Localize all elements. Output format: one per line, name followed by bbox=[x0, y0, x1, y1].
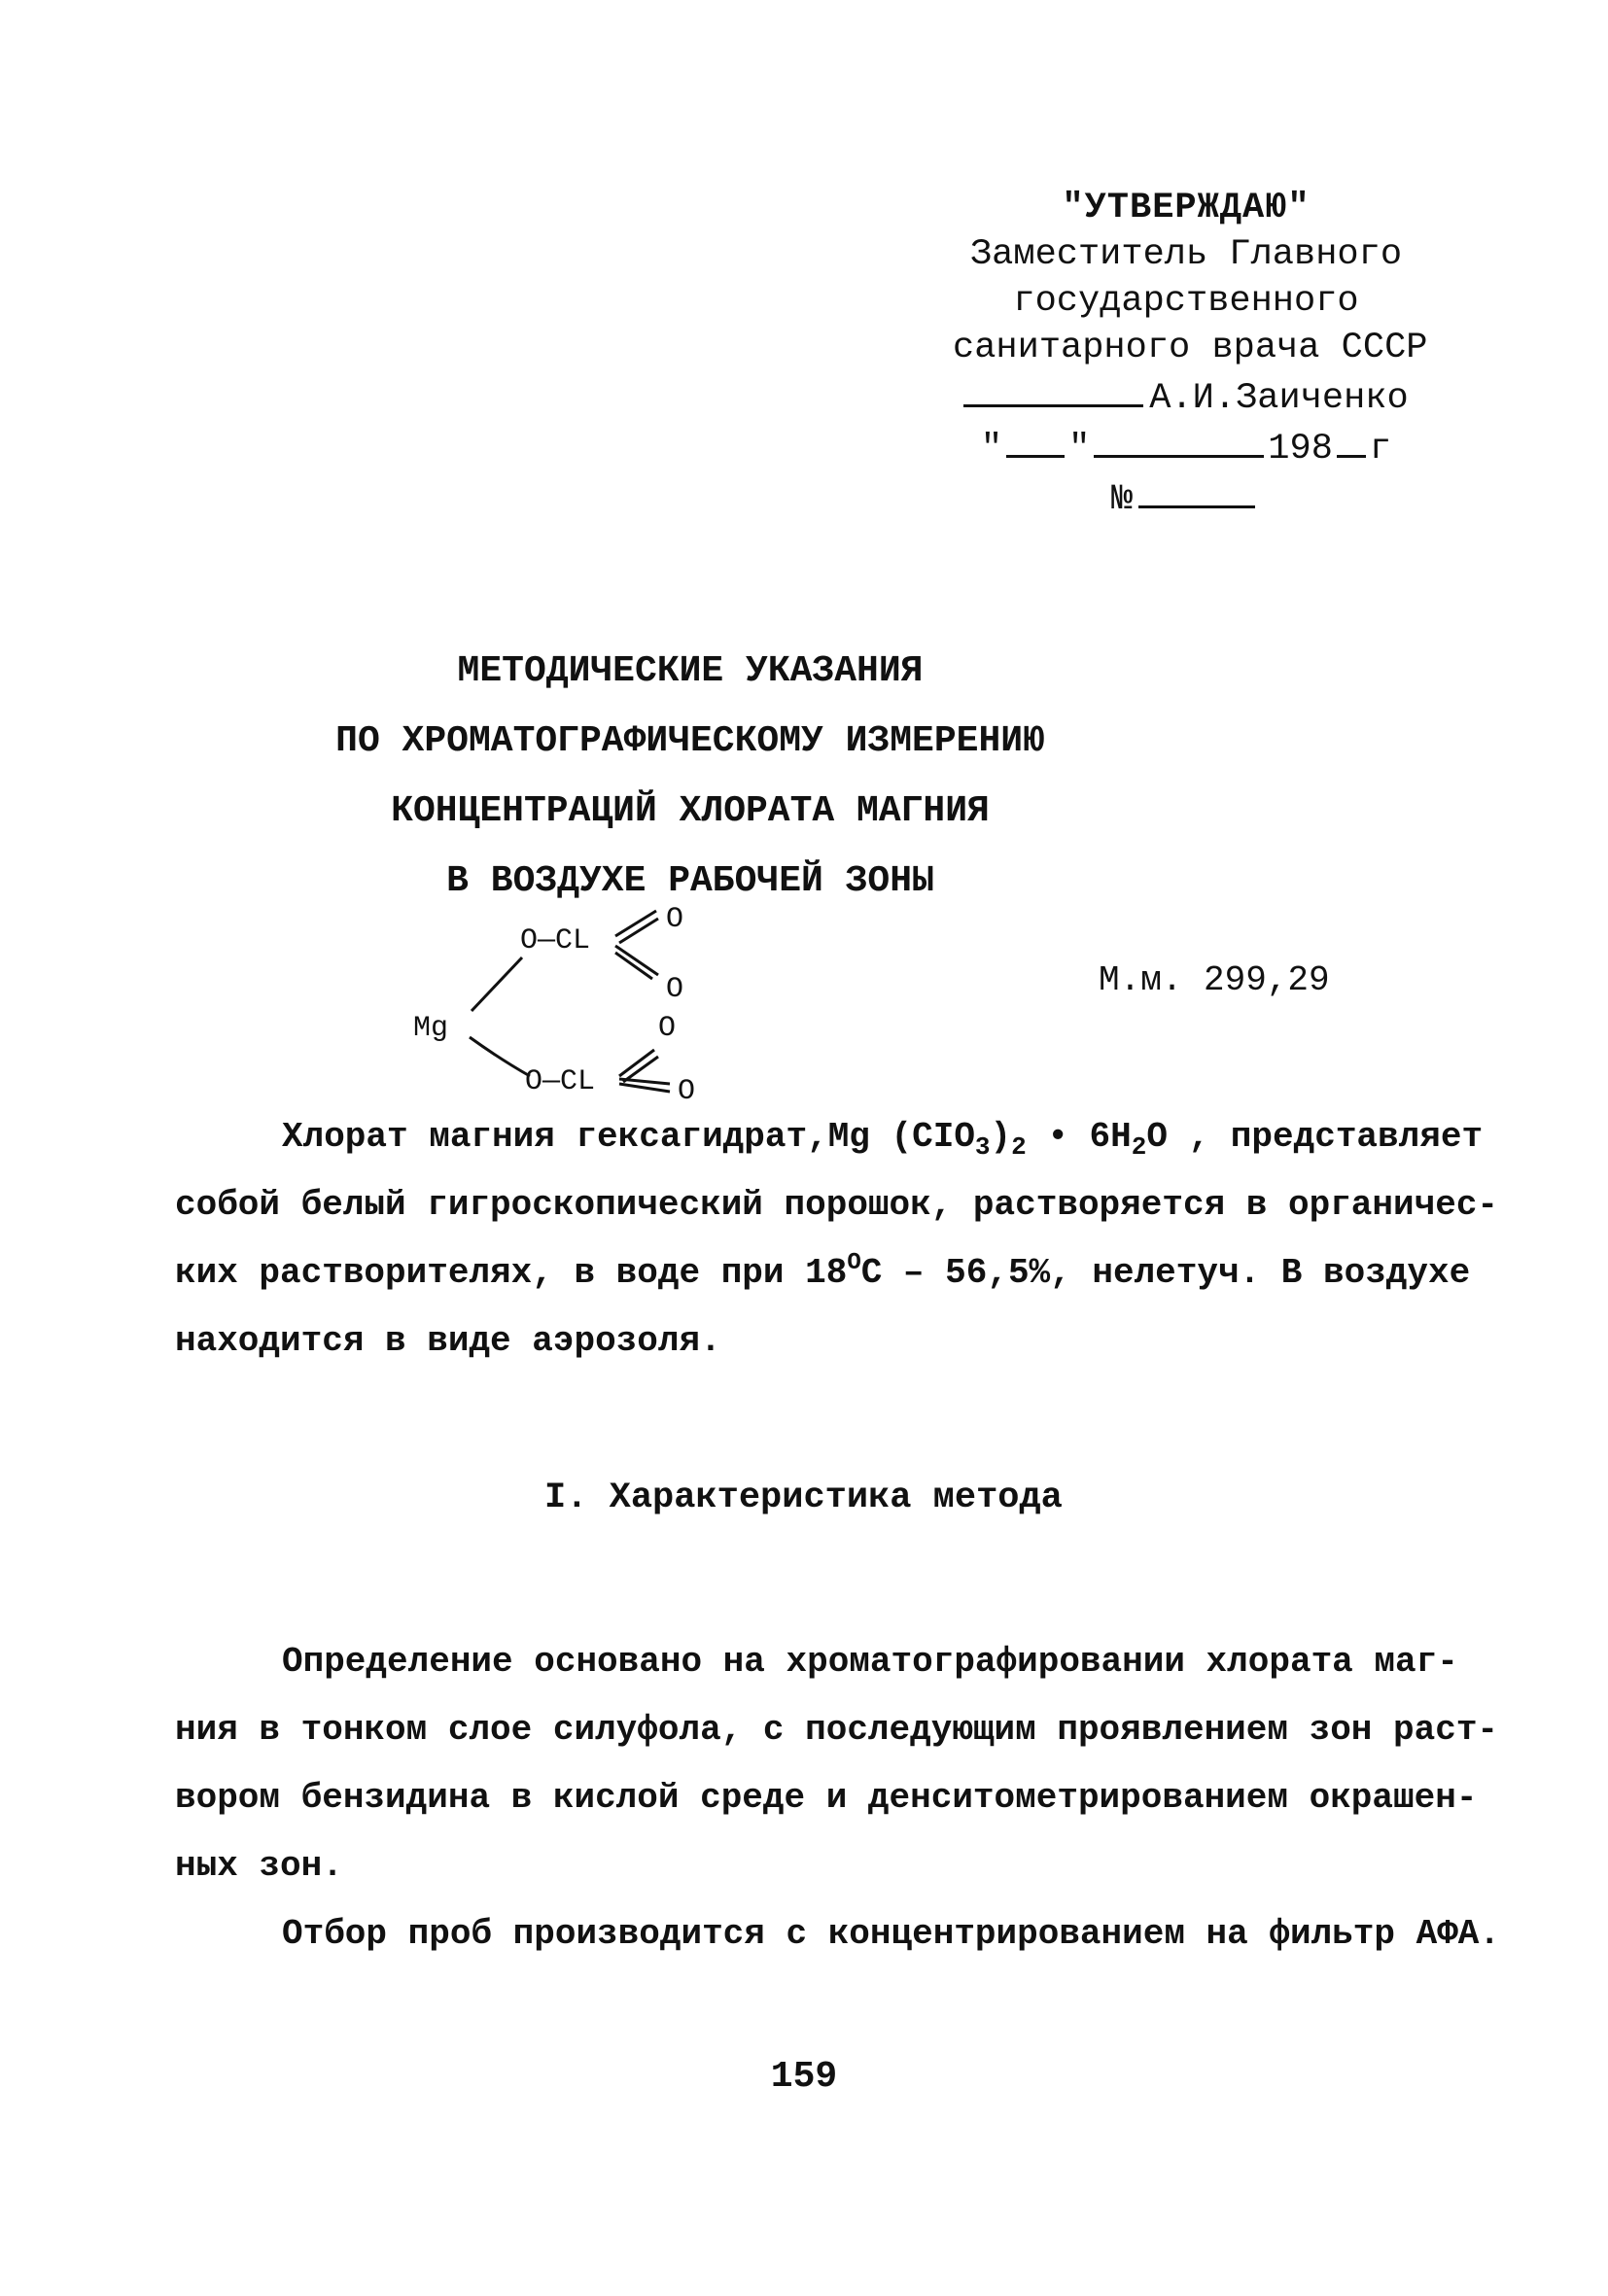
paragraph-sampling bbox=[282, 1900, 1501, 1968]
chemical-structure bbox=[394, 889, 715, 1113]
approval-line-2: государственного bbox=[1013, 281, 1359, 322]
paragraph2-line-1: Определение основано на хроматографировании хлората маг- bbox=[282, 1642, 1458, 1682]
structure-top-o2: O bbox=[666, 973, 684, 1006]
signature-line bbox=[963, 371, 1143, 407]
approval-title: "УТВЕРЖДАЮ" bbox=[1062, 188, 1311, 228]
molecular-mass: М.м. 299,29 bbox=[1099, 960, 1330, 1000]
date-month-line bbox=[1094, 422, 1264, 458]
approval-line-3: санитарного врача СССР bbox=[953, 328, 1428, 368]
degree-superscript: O bbox=[847, 1250, 861, 1276]
paragraph1-line-3 bbox=[175, 1239, 1471, 1307]
subscript-3: 3 bbox=[974, 1132, 991, 1162]
paragraph2-line-2: ния в тонком слое силуфола, с последующим проявлением зон раст- bbox=[175, 1710, 1499, 1750]
title-line-2: ПО ХРОМАТОГРАФИЧЕСКОМУ ИЗМЕРЕНИЮ bbox=[335, 720, 1045, 762]
approval-signer: А.И.Заиченко bbox=[1149, 378, 1409, 419]
date-open-quote: " bbox=[980, 429, 1003, 470]
structure-top-o1: O bbox=[666, 903, 684, 936]
bond-mg-bottom bbox=[470, 1037, 530, 1076]
date-close-quote: " bbox=[1068, 429, 1091, 470]
document-title bbox=[292, 637, 1089, 917]
structure-bottom-group: O—CL bbox=[525, 1065, 596, 1098]
paragraph-method bbox=[175, 1628, 1499, 1900]
paragraph1-line-4: находится в виде аэрозоля. bbox=[175, 1321, 721, 1361]
paragraph1-line-2: собой белый гигроскопический порошок, растворяется в органичес- bbox=[175, 1185, 1499, 1225]
approval-signature-row bbox=[953, 371, 1419, 422]
date-day-line bbox=[1006, 422, 1065, 458]
number-prefix: № bbox=[1110, 479, 1134, 520]
paragraph2-line-3: вором бензидина в кислой среде и денситометрированием окрашен- bbox=[175, 1778, 1478, 1818]
structure-bottom-o1: O bbox=[658, 1012, 677, 1045]
formula-part-a: Хлорат магния гексагидрат,Mg (CIO bbox=[282, 1117, 975, 1157]
structure-mg: Mg bbox=[413, 1012, 449, 1045]
line3-part-b: С – 56,5%, нелетуч. В воздухе bbox=[860, 1253, 1471, 1293]
title-line-1: МЕТОДИЧЕСКИЕ УКАЗАНИЯ bbox=[457, 650, 924, 692]
section-1-title: I. Характеристика метода bbox=[544, 1478, 1063, 1518]
approval-line-1: Заместитель Главного bbox=[969, 234, 1403, 275]
paragraph-description bbox=[175, 1103, 1499, 1375]
formula-close-paren: ) bbox=[990, 1117, 1012, 1157]
bond-bottom-2 bbox=[619, 1084, 670, 1092]
bond-mg-top bbox=[472, 957, 522, 1011]
subscript-2b: 2 bbox=[1131, 1132, 1147, 1162]
approval-stamp bbox=[953, 185, 1428, 523]
structure-top-group: O—CL bbox=[520, 924, 591, 957]
date-year-line bbox=[1337, 422, 1366, 458]
paragraph2-line-4: ных зон. bbox=[175, 1846, 343, 1886]
paragraph1-line-1 bbox=[175, 1103, 1484, 1171]
formula-part-b: O , представляет bbox=[1146, 1117, 1484, 1157]
subscript-2: 2 bbox=[1011, 1132, 1027, 1162]
page-number: 159 bbox=[770, 2056, 838, 2098]
title-line-4: В ВОЗДУХЕ РАБОЧЕЙ ЗОНЫ bbox=[446, 860, 934, 902]
formula-hydrate: • 6H bbox=[1026, 1117, 1132, 1157]
number-line bbox=[1138, 472, 1255, 508]
structure-bottom-o2: O bbox=[678, 1075, 696, 1108]
bond-bottom-2b bbox=[619, 1079, 670, 1084]
date-year: 198 bbox=[1268, 429, 1333, 470]
date-year-suffix: г bbox=[1369, 429, 1392, 470]
approval-date-row bbox=[953, 422, 1419, 472]
structure-diagram bbox=[394, 889, 715, 1113]
title-line-3: КОНЦЕНТРАЦИЙ ХЛОРАТА МАГНИЯ bbox=[391, 790, 990, 832]
paragraph3-line-1: Отбор проб производится с концентрированием на фильтр АФА. bbox=[282, 1914, 1501, 1954]
line3-part-a: ких растворителях, в воде при 18 bbox=[175, 1253, 848, 1293]
approval-number-row bbox=[953, 472, 1419, 523]
bond-top-2 bbox=[615, 946, 658, 975]
